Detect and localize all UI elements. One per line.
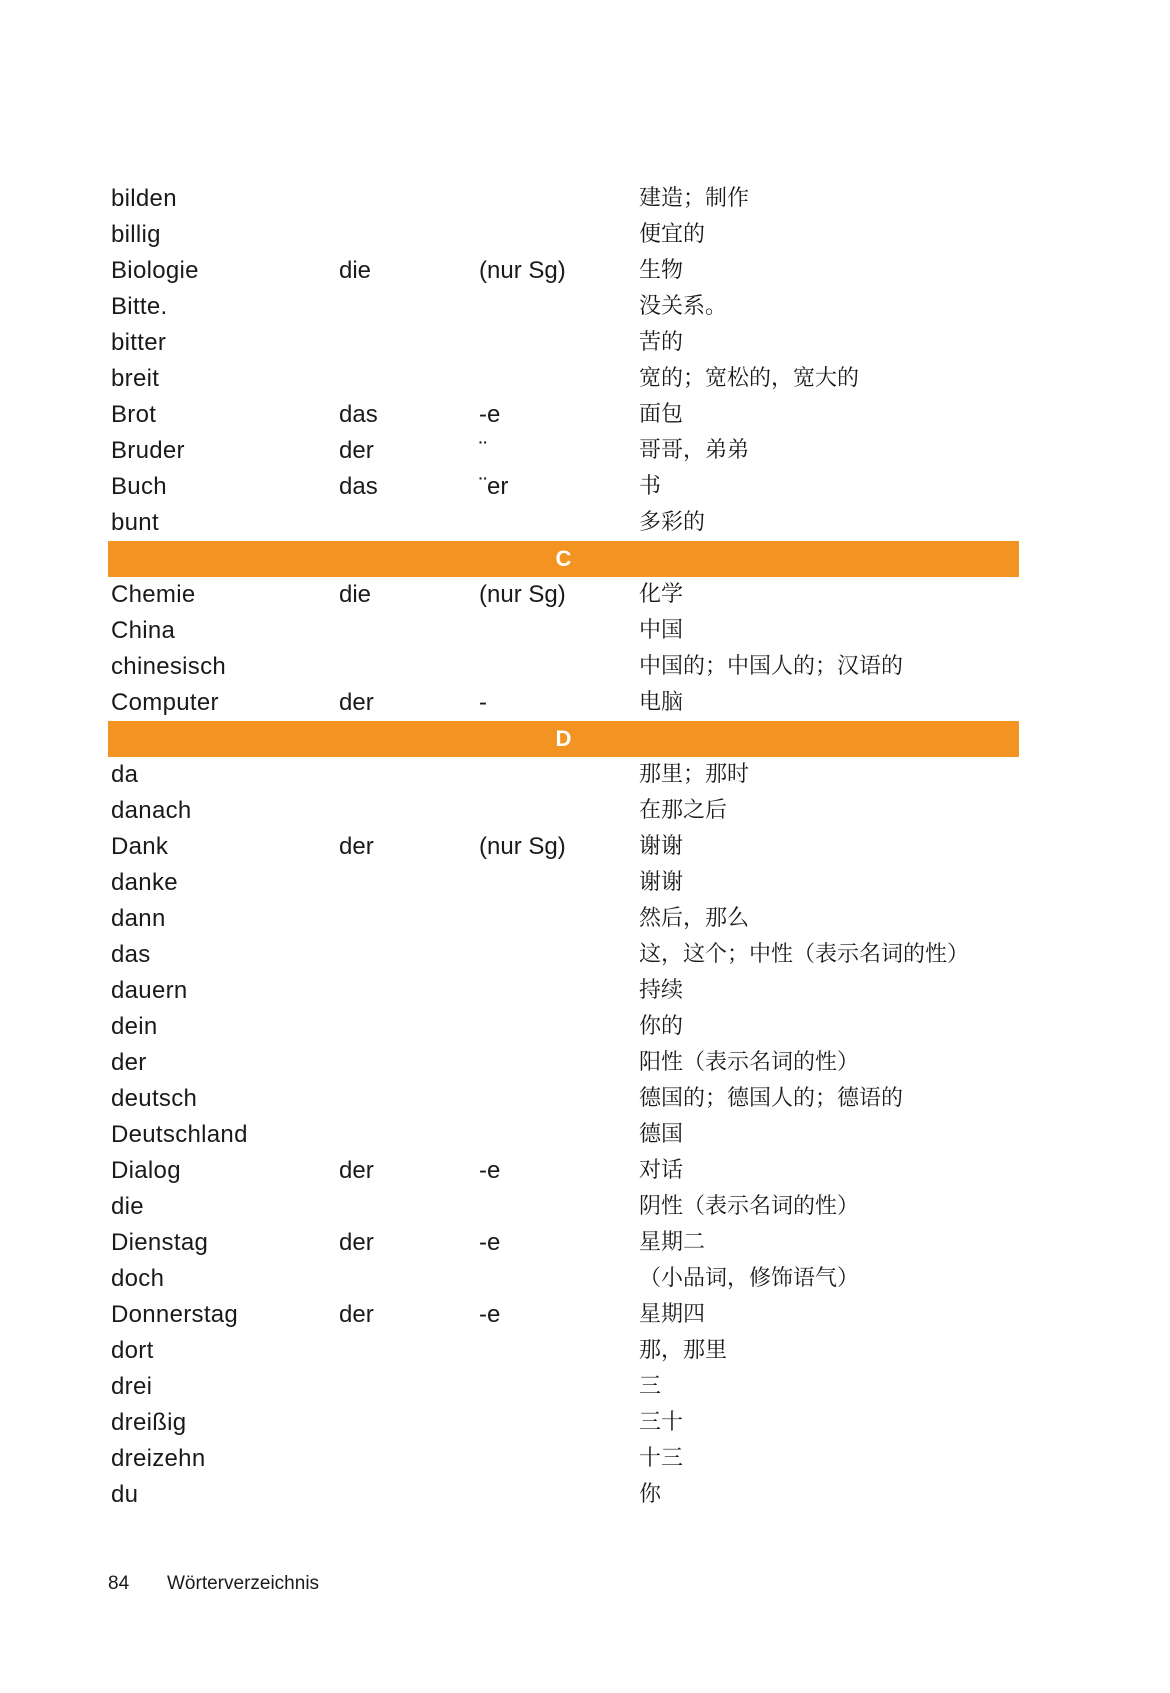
vocab-entry <box>108 685 1019 721</box>
entry-article: das <box>339 401 378 428</box>
vocab-entry <box>108 1297 1019 1333</box>
entry-word: Bruder <box>111 437 185 464</box>
entry-article: das <box>339 473 378 500</box>
vocab-entry <box>108 1261 1019 1297</box>
entry-plural: (nur Sg) <box>479 833 566 860</box>
entry-plural: -e <box>479 1157 501 1184</box>
entry-translation: 在那之后 <box>639 798 728 823</box>
entry-plural: ¨ <box>479 437 487 464</box>
entry-word: Dienstag <box>111 1229 209 1256</box>
vocab-entry <box>108 253 1019 289</box>
entry-plural: ¨er <box>479 473 509 500</box>
entry-word: Biologie <box>111 257 199 284</box>
section-header <box>108 541 1019 577</box>
entry-translation: 那里；那时 <box>639 762 750 787</box>
entry-word: breit <box>111 365 160 392</box>
entry-plural: -e <box>479 401 501 428</box>
entry-word: deutsch <box>111 1085 198 1112</box>
entry-article: der <box>339 1229 374 1256</box>
entry-plural: -e <box>479 1229 501 1256</box>
vocab-entry <box>108 505 1019 541</box>
entry-word: doch <box>111 1265 165 1292</box>
vocab-entry <box>108 1117 1019 1153</box>
entry-translation: 那，那里 <box>639 1338 728 1363</box>
entry-translation: 中国的；中国人的；汉语的 <box>639 654 904 679</box>
entry-word: Bitte. <box>111 293 168 320</box>
vocab-entry <box>108 865 1019 901</box>
entry-word: Brot <box>111 401 157 428</box>
entry-translation: 苦的 <box>639 330 684 355</box>
section-letter: D <box>555 726 572 751</box>
vocab-entry <box>108 217 1019 253</box>
entry-word: Buch <box>111 473 167 500</box>
entry-translation: 化学 <box>639 582 684 607</box>
footer-title: Wörterverzeichnis <box>167 1573 320 1594</box>
vocab-entry <box>108 1441 1019 1477</box>
entry-word: dreizehn <box>111 1445 206 1472</box>
vocab-entry <box>108 577 1019 613</box>
entry-translation: 哥哥，弟弟 <box>639 438 750 463</box>
vocab-entry <box>108 613 1019 649</box>
entry-translation: 多彩的 <box>639 510 706 535</box>
entry-translation: 星期二 <box>639 1230 706 1255</box>
vocab-entry <box>108 1153 1019 1189</box>
page-footer <box>108 1573 319 1595</box>
entry-translation: 然后，那么 <box>639 906 750 931</box>
entry-translation: 你的 <box>639 1014 684 1039</box>
page-number: 84 <box>108 1573 130 1594</box>
entry-word: China <box>111 617 176 644</box>
entry-translation: 宽的；宽松的，宽大的 <box>639 366 860 391</box>
vocab-entry <box>108 1369 1019 1405</box>
entry-plural: - <box>479 689 487 716</box>
vocab-entry <box>108 793 1019 829</box>
entry-word: drei <box>111 1373 153 1400</box>
entry-translation: 阴性（表示名词的性） <box>639 1194 860 1219</box>
entry-word: bunt <box>111 509 159 536</box>
entry-word: Deutschland <box>111 1121 248 1148</box>
entry-article: die <box>339 581 372 608</box>
entry-word: du <box>111 1481 139 1508</box>
vocab-entry <box>108 757 1019 793</box>
entry-word: da <box>111 761 139 788</box>
entry-word: Donnerstag <box>111 1301 239 1328</box>
entry-word: dreißig <box>111 1409 187 1436</box>
vocabulary-list <box>108 181 1019 1513</box>
vocab-entry <box>108 397 1019 433</box>
vocab-entry <box>108 1081 1019 1117</box>
entry-translation: 便宜的 <box>639 222 706 247</box>
entry-word: Chemie <box>111 581 196 608</box>
entry-plural: -e <box>479 1301 501 1328</box>
entry-translation: 三 <box>639 1374 662 1399</box>
entry-article: der <box>339 1301 374 1328</box>
entry-translation: 德国 <box>639 1122 684 1147</box>
entry-word: danach <box>111 797 192 824</box>
entry-translation: 三十 <box>639 1410 684 1435</box>
vocab-entry <box>108 649 1019 685</box>
vocab-entry <box>108 1045 1019 1081</box>
vocab-entry <box>108 361 1019 397</box>
entry-word: chinesisch <box>111 653 227 680</box>
entry-word: bitter <box>111 329 167 356</box>
entry-word: danke <box>111 869 178 896</box>
entry-translation: 对话 <box>639 1158 684 1183</box>
entry-article: der <box>339 1157 374 1184</box>
entry-word: dann <box>111 905 166 932</box>
entry-translation: 中国 <box>639 618 684 643</box>
entry-plural: (nur Sg) <box>479 581 566 608</box>
vocab-entry <box>108 1189 1019 1225</box>
entry-translation: 星期四 <box>639 1302 706 1327</box>
entry-word: dort <box>111 1337 154 1364</box>
entry-translation: （小品词，修饰语气） <box>639 1266 860 1291</box>
entry-article: der <box>339 833 374 860</box>
entry-word: dein <box>111 1013 158 1040</box>
vocab-entry <box>108 937 1019 973</box>
entry-translation: 书 <box>639 474 662 499</box>
entry-translation: 没关系。 <box>639 294 728 319</box>
vocab-entry <box>108 181 1019 217</box>
entry-translation: 持续 <box>639 978 684 1003</box>
entry-article: der <box>339 689 374 716</box>
entry-translation: 生物 <box>639 258 684 283</box>
entry-translation: 电脑 <box>639 690 684 715</box>
entry-word: der <box>111 1049 147 1076</box>
entry-translation: 十三 <box>639 1446 684 1471</box>
section-letter: C <box>555 546 572 571</box>
vocab-entry <box>108 1477 1019 1513</box>
vocab-entry <box>108 469 1019 505</box>
entry-word: Dialog <box>111 1157 181 1184</box>
entry-translation: 谢谢 <box>639 834 684 859</box>
entry-word: bilden <box>111 185 177 212</box>
vocab-entry <box>108 901 1019 937</box>
vocab-entry <box>108 433 1019 469</box>
entry-plural: (nur Sg) <box>479 257 566 284</box>
vocab-entry <box>108 973 1019 1009</box>
vocab-entry <box>108 829 1019 865</box>
entry-translation: 谢谢 <box>639 870 684 895</box>
entry-translation: 这，这个；中性（表示名词的性） <box>639 942 970 967</box>
section-header <box>108 721 1019 757</box>
entry-word: das <box>111 941 151 968</box>
vocab-entry <box>108 1333 1019 1369</box>
entry-translation: 德国的；德国人的；德语的 <box>639 1086 904 1111</box>
vocab-entry <box>108 1405 1019 1441</box>
entry-word: Computer <box>111 689 219 716</box>
entry-translation: 你 <box>639 1482 662 1507</box>
entry-word: Dank <box>111 833 169 860</box>
entry-word: dauern <box>111 977 188 1004</box>
vocab-entry <box>108 1009 1019 1045</box>
vocab-entry <box>108 1225 1019 1261</box>
entry-translation: 阳性（表示名词的性） <box>639 1050 860 1075</box>
entry-article: die <box>339 257 372 284</box>
entry-translation: 面包 <box>639 402 684 427</box>
entry-word: die <box>111 1193 144 1220</box>
entry-translation: 建造；制作 <box>639 186 750 211</box>
vocab-entry <box>108 325 1019 361</box>
vocab-entry <box>108 289 1019 325</box>
entry-word: billig <box>111 221 161 248</box>
entry-article: der <box>339 437 374 464</box>
